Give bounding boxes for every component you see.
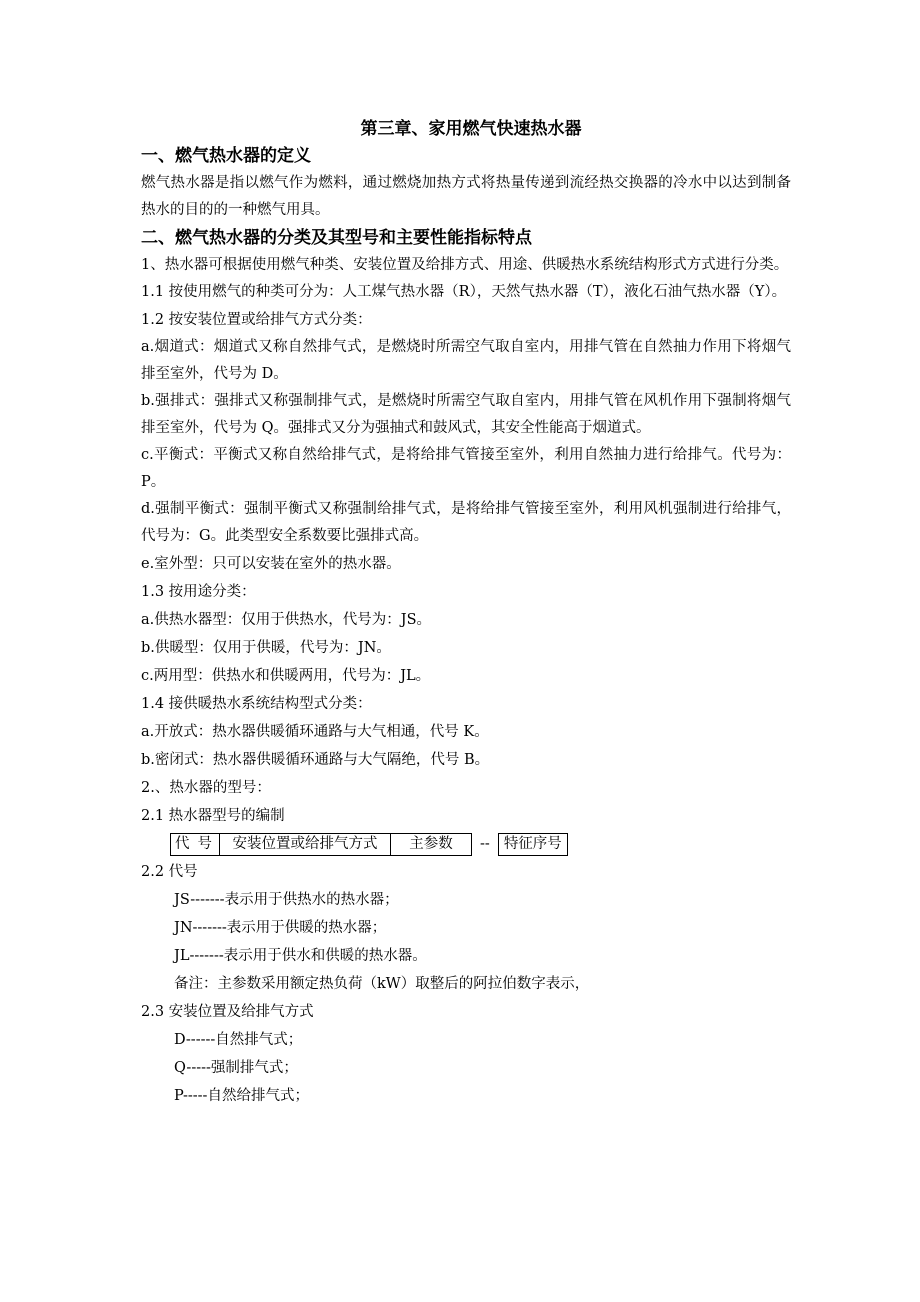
section-heading-classification: 二、燃气热水器的分类及其型号和主要性能指标特点 <box>141 228 532 248</box>
paragraph-1-2-b: b.强排式：强排式又称强制排气式，是燃烧时所需空气取自室内，用排气管在风机作用下强制将烟气排至室外，代号为 Q。强排式又分为强抽式和鼓风式，其安全性能高于烟道式。 <box>141 393 791 436</box>
paragraph-1-2-d: d.强制平衡式：强制平衡式又称强制给排气式，是将给排气管接至室外，利用风机强制进行给排气，代号为：G。此类型安全系数要比强排式高。 <box>141 501 791 544</box>
paragraph-1-4-a: a.开放式：热水器供暖循环通路与大气相通，代号 K。 <box>141 724 489 740</box>
model-format-diagram <box>141 830 791 858</box>
section-heading-definition: 一、燃气热水器的定义 <box>141 146 311 166</box>
install-q-line: Q-----强制排气式； <box>174 1060 298 1076</box>
paragraph-1-2-e: e.室外型：只可以安装在室外的热水器。 <box>141 556 401 572</box>
paragraph-1: 1、热水器可根据使用燃气种类、安装位置及给排方式、用途、供暖热水系统结构形式方式进行分类。 <box>141 257 789 273</box>
paragraph-1-2: 1.2 按安装位置或给排气方式分类： <box>141 312 372 328</box>
paragraph-1-3-b: b.供暖型：仅用于供暖，代号为：JN。 <box>141 640 391 656</box>
code-jl-line: JL-------表示用于供水和供暖的热水器。 <box>174 948 427 964</box>
code-js-line: JS-------表示用于供热水的热水器； <box>174 892 399 908</box>
paragraph-1-4-b: b.密闭式：热水器供暖循环通路与大气隔绝，代号 B。 <box>141 752 490 768</box>
paragraph-2-1: 2.1 热水器型号的编制 <box>141 808 285 824</box>
paragraph-1-3-c: c.两用型：供热水和供暖两用，代号为：JL。 <box>141 668 431 684</box>
install-d-line: D------自然排气式； <box>174 1032 303 1048</box>
paragraph-2: 2.、热水器的型号： <box>141 780 271 796</box>
chapter-title: 第三章、家用燃气快速热水器 <box>360 119 582 139</box>
paragraph-1-1: 1.1 按使用燃气的种类可分为：人工煤气热水器（R），天然气热水器（T），液化石油气热水器（Y）。 <box>141 284 787 300</box>
paragraph-1-3: 1.3 按用途分类： <box>141 584 256 600</box>
paragraph-1-4: 1.4 接供暖热水系统结构型式分类： <box>141 696 372 712</box>
paragraph-1-2-c: c.平衡式：平衡式又称自然给排气式，是将给排气管接至室外，利用自然抽力进行给排气。代号为：P。 <box>141 447 791 490</box>
model-main-param-cell: 主参数 <box>390 834 471 855</box>
model-install-cell: 安装位置或给排气方式 <box>219 834 390 855</box>
document-body <box>141 116 791 1110</box>
model-feature-serial-cell: 特征序号 <box>498 833 568 856</box>
paragraph-1-2-a: a.烟道式：烟道式又称自然排气式，是燃烧时所需空气取自室内，用排气管在自然抽力作用下将烟气排至室外，代号为 D。 <box>141 339 791 382</box>
code-jn-line: JN-------表示用于供暖的热水器； <box>174 920 387 936</box>
install-p-line: P-----自然给排气式； <box>174 1088 309 1104</box>
model-separator: -- <box>480 836 490 852</box>
definition-paragraph: 燃气热水器是指以燃气作为燃料，通过燃烧加热方式将热量传递到流经热交换器的冷水中以达到制备热水的目的的一种燃气用具。 <box>141 175 791 218</box>
paragraph-1-3-a: a.供热水器型：仅用于供热水，代号为：JS。 <box>141 612 431 628</box>
model-format-boxes <box>170 833 472 856</box>
paragraph-2-3: 2.3 安装位置及给排气方式 <box>141 1004 314 1020</box>
model-code-cell: 代号 <box>175 835 220 852</box>
paragraph-2-2: 2.2 代号 <box>141 864 198 880</box>
code-note-line: 备注：主参数采用额定热负荷（kW）取整后的阿拉伯数字表示， <box>174 976 590 992</box>
